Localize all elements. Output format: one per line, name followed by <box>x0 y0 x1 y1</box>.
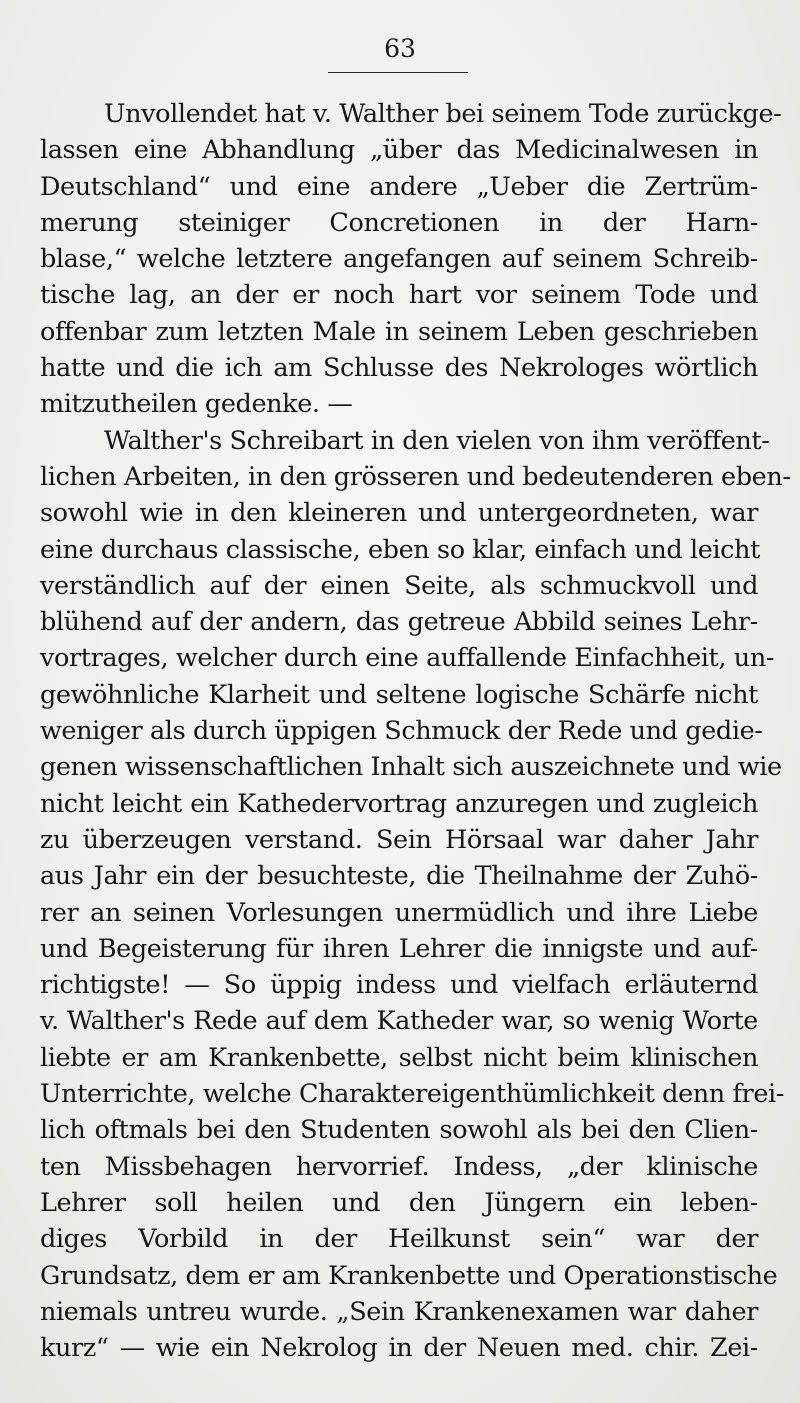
text-line: rer an seinen Vorlesungen unermüdlich und ihre Liebe <box>40 897 758 928</box>
text-line: Unvollendet hat v. Walther bei seinem Tode zurückge- <box>104 99 782 129</box>
text-line: richtigste! — So üppig indess und vielfach erläuternd <box>40 970 758 1001</box>
text-line: merung steiniger Concretionen in der Harn- <box>40 207 758 238</box>
text-line: ten Missbehagen hervorrief. Indess, „der klinische <box>40 1151 758 1182</box>
body-text <box>40 96 791 1366</box>
text-line: diges Vorbild in der Heilkunst sein“ war der <box>40 1224 758 1255</box>
header-rule <box>328 72 468 73</box>
text-line: weniger als durch üppigen Schmuck der Rede und gedie- <box>40 716 763 747</box>
text-line: Lehrer soll heilen und den Jüngern ein leben- <box>40 1187 758 1218</box>
text-line: lassen eine Abhandlung „über das Medicinalwesen in <box>40 135 758 166</box>
text-line: verständlich auf der einen Seite, als schmuckvoll und <box>40 570 758 601</box>
text-line: mitzutheilen gedenke. — <box>40 389 353 420</box>
text-line: Unterrichte, welche Charaktereigenthümlichkeit denn frei- <box>40 1079 785 1110</box>
text-line: v. Walther's Rede auf dem Katheder war, so wenig Worte <box>40 1006 758 1037</box>
text-line: vortrages, welcher durch eine auffallende Einfachheit, un- <box>40 643 775 674</box>
text-line: niemals untreu wurde. „Sein Krankenexamen war daher <box>40 1296 758 1327</box>
text-line: gewöhnliche Klarheit und seltene logische Schärfe nicht <box>40 679 758 710</box>
text-line: zu überzeugen verstand. Sein Hörsaal war daher Jahr <box>40 824 758 855</box>
text-line: Deutschland“ und eine andere „Ueber die Zertrüm- <box>40 171 758 202</box>
text-line: Grundsatz, dem er am Krankenbette und Operationstische <box>40 1260 778 1291</box>
paragraph <box>40 423 791 1367</box>
page-number: 63 <box>384 34 416 63</box>
text-line: eine durchaus classische, eben so klar, einfach und leicht <box>40 534 760 565</box>
text-line: aus Jahr ein der besuchteste, die Theilnahme der Zuhö- <box>40 861 758 892</box>
text-line: blase,“ welche letztere angefangen auf seinem Schreib- <box>40 244 758 275</box>
text-line: blühend auf der andern, das getreue Abbild seines Lehr- <box>40 607 758 638</box>
text-line: kurz“ — wie ein Nekrolog in der Neuen med. chir. Zei- <box>40 1333 758 1364</box>
paragraph <box>40 96 782 423</box>
text-line: liebte er am Krankenbette, selbst nicht beim klinischen <box>40 1042 758 1073</box>
text-line: sowohl wie in den kleineren und untergeordneten, war <box>40 498 758 529</box>
text-line: und Begeisterung für ihren Lehrer die innigste und auf- <box>40 933 758 964</box>
text-line: hatte und die ich am Schlusse des Nekrologes wörtlich <box>40 353 758 384</box>
text-line: tische lag, an der er noch hart vor seinem Tode und <box>40 280 758 311</box>
text-line: genen wissenschaftlichen Inhalt sich auszeichnete und wie <box>40 752 782 783</box>
text-line: lichen Arbeiten, in den grösseren und bedeutenderen eben- <box>40 461 791 492</box>
text-line: offenbar zum letzten Male in seinem Leben geschrieben <box>40 316 758 347</box>
text-line: lich oftmals bei den Studenten sowohl als bei den Clien- <box>40 1115 758 1146</box>
text-line: nicht leicht ein Kathedervortrag anzuregen und zugleich <box>40 788 758 819</box>
text-line: Walther's Schreibart in den vielen von ihm veröffent- <box>104 425 770 456</box>
